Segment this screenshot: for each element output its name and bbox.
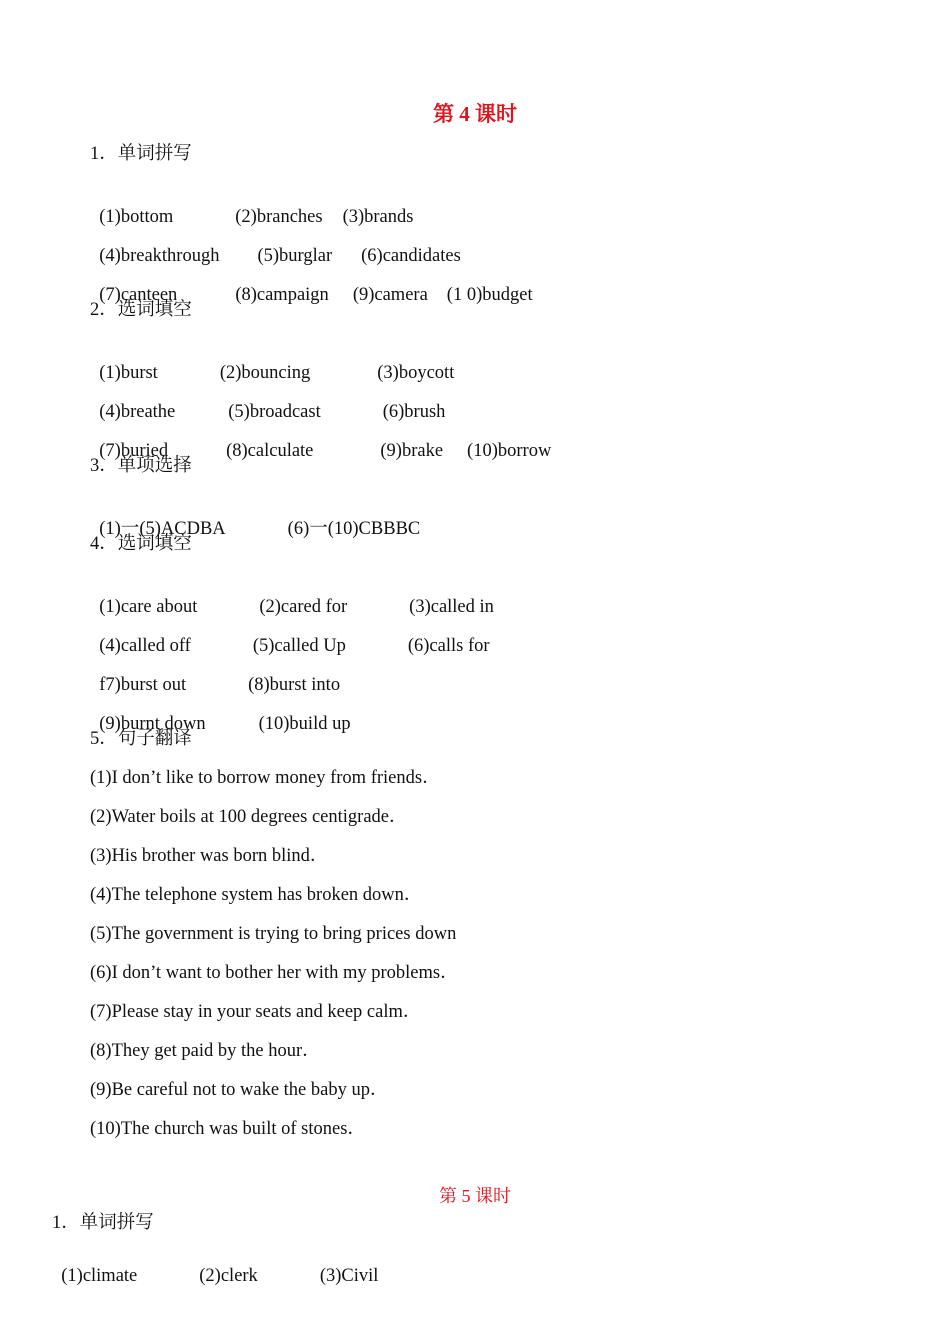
answer: (10)borrow (467, 441, 552, 461)
answer: (1)burst (99, 363, 158, 383)
answer: (9)camera (352, 285, 428, 305)
answer: (5)burglar (257, 246, 333, 266)
answer: (6)brush (382, 402, 446, 422)
sentence-10: (10)The church was built of stones． (90, 1119, 366, 1139)
answer: (2)cared for (259, 597, 348, 617)
answer: (1)一(5)ACDBA (99, 519, 226, 539)
heading-2: 2．选词填空 (90, 300, 192, 320)
section5-title: 第 5 课时 (439, 1186, 511, 1206)
answer: (8)burst into (248, 675, 341, 695)
answer: (7)canteen (99, 285, 178, 305)
answer: f7)burst out (99, 675, 187, 695)
sentence-6: (6)I don’t want to bother her with my problems． (90, 963, 459, 983)
answer: (3)Civil (319, 1266, 379, 1286)
answer: (8)calculate (226, 441, 314, 461)
sentence-1: (1)I don’t like to borrow money from friends． (90, 768, 441, 788)
answer: (4)breakthrough (99, 246, 220, 266)
answer: (2)branches (235, 207, 323, 227)
answer: (1)care about (99, 597, 198, 617)
answer: (5)called Up (252, 636, 346, 656)
answer: (5)broadcast (228, 402, 321, 422)
sentence-4: (4)The telephone system has broken down． (90, 885, 423, 905)
answer: (2)bouncing (219, 363, 311, 383)
section4-title: 第 4 课时 (433, 102, 517, 126)
answer: (1)climate (61, 1266, 138, 1286)
answer: (1)bottom (99, 207, 174, 227)
answer: (9)brake (380, 441, 444, 461)
answer: (9)burnt down (99, 714, 206, 734)
answer: (2)clerk (199, 1266, 258, 1286)
sentence-7: (7)Please stay in your seats and keep calm． (90, 1002, 422, 1022)
answer: (1 0)budget (446, 285, 533, 305)
answer: (4)called off (99, 636, 191, 656)
heading-5: 5．句子翻译 (90, 729, 192, 749)
answer: (3)boycott (377, 363, 455, 383)
answer: (7)buried (99, 441, 169, 461)
answer: (6)calls for (407, 636, 490, 656)
answer: (4)breathe (99, 402, 176, 422)
sentence-8: (8)They get paid by the hour． (90, 1041, 321, 1061)
sentence-9: (9)Be careful not to wake the baby up． (90, 1080, 389, 1100)
answer: (3)called in (409, 597, 494, 617)
answer: (6)candidates (361, 246, 461, 266)
sentence-3: (3)His brother was born blind． (90, 846, 329, 866)
section5-answer-row-1 (52, 1240, 378, 1288)
sentence-5: (5)The government is trying to bring prices down (90, 924, 457, 944)
heading-1: 1．单词拼写 (90, 144, 192, 164)
answer: (10)build up (258, 714, 351, 734)
heading-4: 4．选词填空 (90, 534, 192, 554)
answer: (6)一(10)CBBBC (287, 519, 421, 539)
section5-heading-1: 1．单词拼写 (52, 1213, 154, 1233)
answer: (8)campaign (235, 285, 329, 305)
heading-3: 3．单项选择 (90, 456, 192, 476)
answer: (3)brands (342, 207, 414, 227)
sentence-2: (2)Water boils at 100 degrees centigrade． (90, 807, 408, 827)
